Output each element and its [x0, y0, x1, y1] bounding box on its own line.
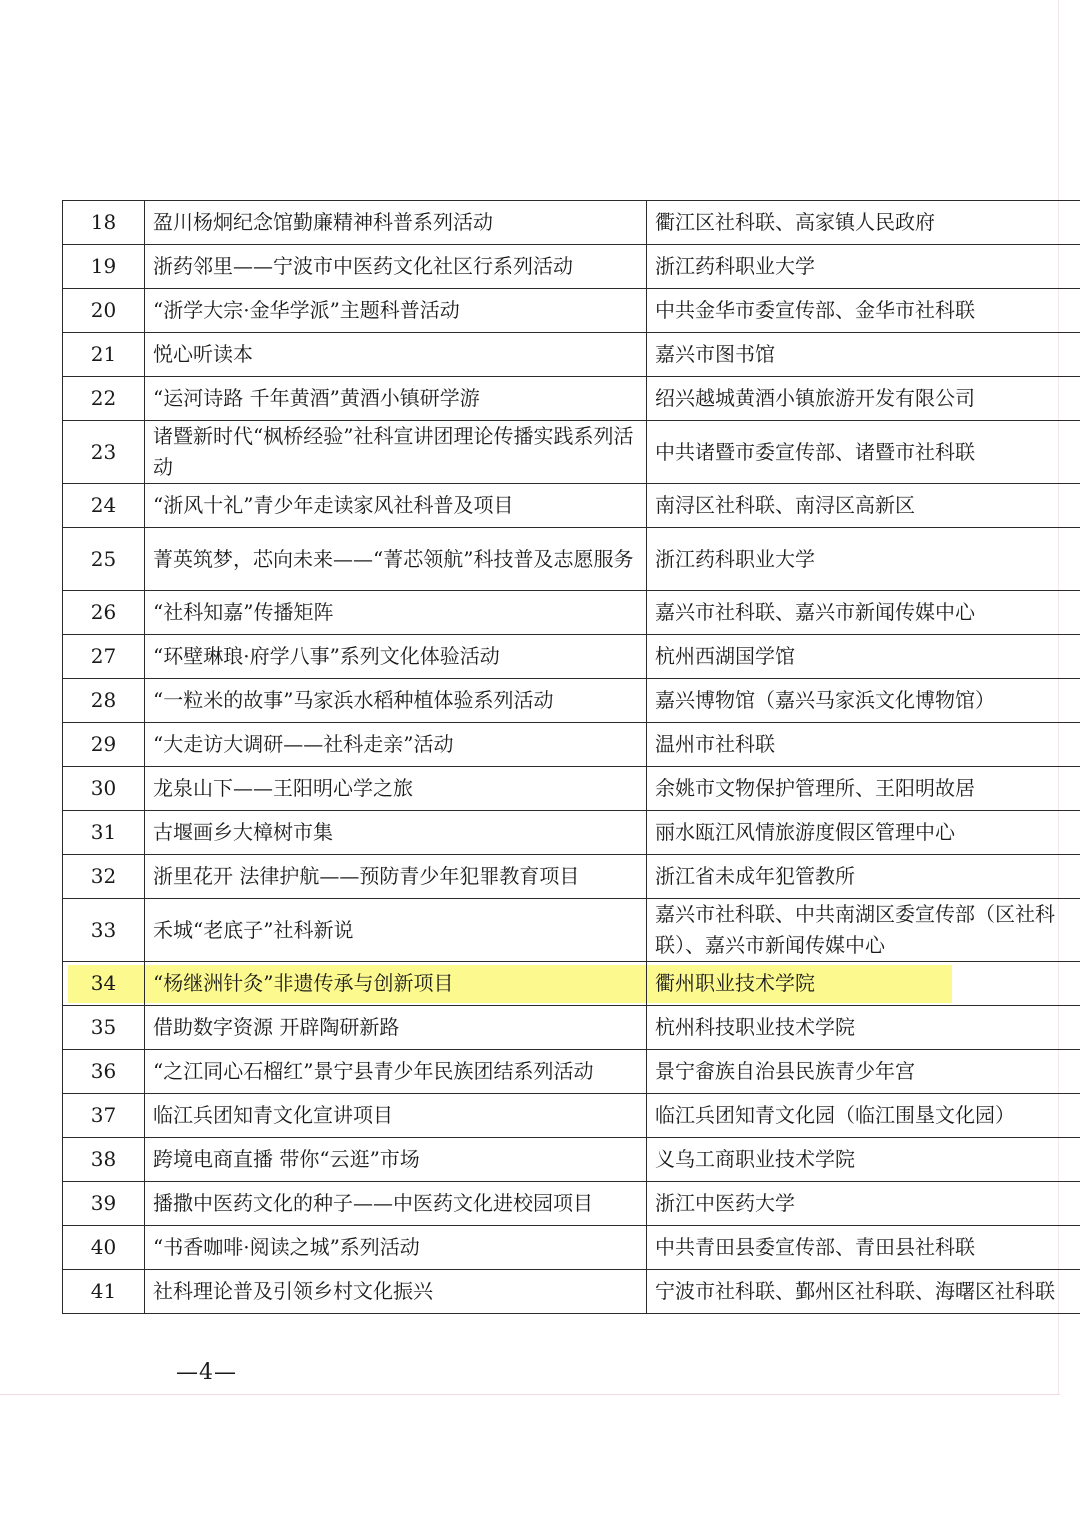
row-number: 38 [63, 1138, 145, 1182]
organization: 绍兴越城黄酒小镇旅游开发有限公司 [647, 377, 1080, 421]
organization: 余姚市文物保护管理所、王阳明故居 [647, 767, 1080, 811]
project-name: “大走访大调研——社科走亲”活动 [145, 723, 647, 767]
row-number: 21 [63, 333, 145, 377]
table-row [63, 1138, 1080, 1182]
project-name: 浙里花开 法律护航——预防青少年犯罪教育项目 [145, 855, 647, 899]
table-row [63, 484, 1080, 528]
row-number: 31 [63, 811, 145, 855]
project-name: “一粒米的故事”马家浜水稻种植体验系列活动 [145, 679, 647, 723]
project-name: 古堰画乡大樟树市集 [145, 811, 647, 855]
organization: 浙江药科职业大学 [647, 528, 1080, 591]
row-number: 29 [63, 723, 145, 767]
row-number: 27 [63, 635, 145, 679]
table-row [63, 1006, 1080, 1050]
organization: 浙江省未成年犯管教所 [647, 855, 1080, 899]
row-number: 34 [63, 962, 145, 1006]
organization: 南浔区社科联、南浔区高新区 [647, 484, 1080, 528]
table-row [63, 767, 1080, 811]
project-name: 禾城“老底子”社科新说 [145, 899, 647, 962]
table-row [63, 1226, 1080, 1270]
row-number: 36 [63, 1050, 145, 1094]
row-number: 40 [63, 1226, 145, 1270]
table-row [63, 289, 1080, 333]
project-name: 社科理论普及引领乡村文化振兴 [145, 1270, 647, 1314]
row-number: 37 [63, 1094, 145, 1138]
table-row [63, 899, 1080, 962]
project-name: 盈川杨炯纪念馆勤廉精神科普系列活动 [145, 201, 647, 245]
project-name: 浙药邻里——宁波市中医药文化社区行系列活动 [145, 245, 647, 289]
organization: 嘉兴市社科联、嘉兴市新闻传媒中心 [647, 591, 1080, 635]
table-row [63, 591, 1080, 635]
project-name: “书香咖啡·阅读之城”系列活动 [145, 1226, 647, 1270]
table-row [63, 1182, 1080, 1226]
table-row [63, 855, 1080, 899]
organization: 义乌工商职业技术学院 [647, 1138, 1080, 1182]
project-name: “之江同心石榴红”景宁县青少年民族团结系列活动 [145, 1050, 647, 1094]
row-number: 39 [63, 1182, 145, 1226]
row-number: 28 [63, 679, 145, 723]
organization: 浙江药科职业大学 [647, 245, 1080, 289]
row-number: 18 [63, 201, 145, 245]
project-name: “杨继洲针灸”非遗传承与创新项目 [145, 962, 647, 1006]
footer-rule [0, 1394, 1060, 1395]
table-row [63, 245, 1080, 289]
project-table-body [63, 201, 1080, 1314]
project-name: 借助数字资源 开辟陶研新路 [145, 1006, 647, 1050]
row-number: 23 [63, 421, 145, 484]
table-row [63, 962, 1080, 1006]
page-number: —4— [176, 1360, 237, 1385]
row-number: 19 [63, 245, 145, 289]
table-row [63, 528, 1080, 591]
row-number: 25 [63, 528, 145, 591]
row-number: 41 [63, 1270, 145, 1314]
organization: 衢江区社科联、高家镇人民政府 [647, 201, 1080, 245]
row-number: 33 [63, 899, 145, 962]
row-number: 32 [63, 855, 145, 899]
row-number: 30 [63, 767, 145, 811]
organization: 杭州科技职业技术学院 [647, 1006, 1080, 1050]
table-row [63, 723, 1080, 767]
organization: 嘉兴市社科联、中共南湖区委宣传部（区社科联）、嘉兴市新闻传媒中心 [647, 899, 1080, 962]
organization: 杭州西湖国学馆 [647, 635, 1080, 679]
organization: 临江兵团知青文化园（临江围垦文化园） [647, 1094, 1080, 1138]
organization: 中共诸暨市委宣传部、诸暨市社科联 [647, 421, 1080, 484]
organization: 浙江中医药大学 [647, 1182, 1080, 1226]
organization: 景宁畲族自治县民族青少年宫 [647, 1050, 1080, 1094]
organization: 中共金华市委宣传部、金华市社科联 [647, 289, 1080, 333]
table-row [63, 1270, 1080, 1314]
table-row [63, 201, 1080, 245]
row-number: 24 [63, 484, 145, 528]
table-row [63, 421, 1080, 484]
organization: 宁波市社科联、鄞州区社科联、海曙区社科联 [647, 1270, 1080, 1314]
row-number: 22 [63, 377, 145, 421]
project-name: 菁英筑梦，芯向未来——“菁芯领航”科技普及志愿服务 [145, 528, 647, 591]
project-name: “社科知嘉”传播矩阵 [145, 591, 647, 635]
row-number: 35 [63, 1006, 145, 1050]
project-name: 龙泉山下——王阳明心学之旅 [145, 767, 647, 811]
organization: 衢州职业技术学院 [647, 962, 1080, 1006]
project-name: “浙风十礼”青少年走读家风社科普及项目 [145, 484, 647, 528]
table-row [63, 377, 1080, 421]
row-number: 20 [63, 289, 145, 333]
project-name: 播撒中医药文化的种子——中医药文化进校园项目 [145, 1182, 647, 1226]
table-row [63, 811, 1080, 855]
project-name: 临江兵团知青文化宣讲项目 [145, 1094, 647, 1138]
organization: 嘉兴市图书馆 [647, 333, 1080, 377]
row-number: 26 [63, 591, 145, 635]
project-name: “环壁琳琅·府学八事”系列文化体验活动 [145, 635, 647, 679]
project-name: 跨境电商直播 带你“云逛”市场 [145, 1138, 647, 1182]
project-name: “浙学大宗·金华学派”主题科普活动 [145, 289, 647, 333]
project-table [62, 200, 1080, 1314]
organization: 嘉兴博物馆（嘉兴马家浜文化博物馆） [647, 679, 1080, 723]
project-name: 悦心听读本 [145, 333, 647, 377]
project-name: 诸暨新时代“枫桥经验”社科宣讲团理论传播实践系列活动 [145, 421, 647, 484]
table-row [63, 1094, 1080, 1138]
table-row [63, 1050, 1080, 1094]
organization: 丽水瓯江风情旅游度假区管理中心 [647, 811, 1080, 855]
table-row [63, 635, 1080, 679]
organization: 中共青田县委宣传部、青田县社科联 [647, 1226, 1080, 1270]
table-row [63, 679, 1080, 723]
table-row [63, 333, 1080, 377]
project-name: “运河诗路 千年黄酒”黄酒小镇研学游 [145, 377, 647, 421]
organization: 温州市社科联 [647, 723, 1080, 767]
